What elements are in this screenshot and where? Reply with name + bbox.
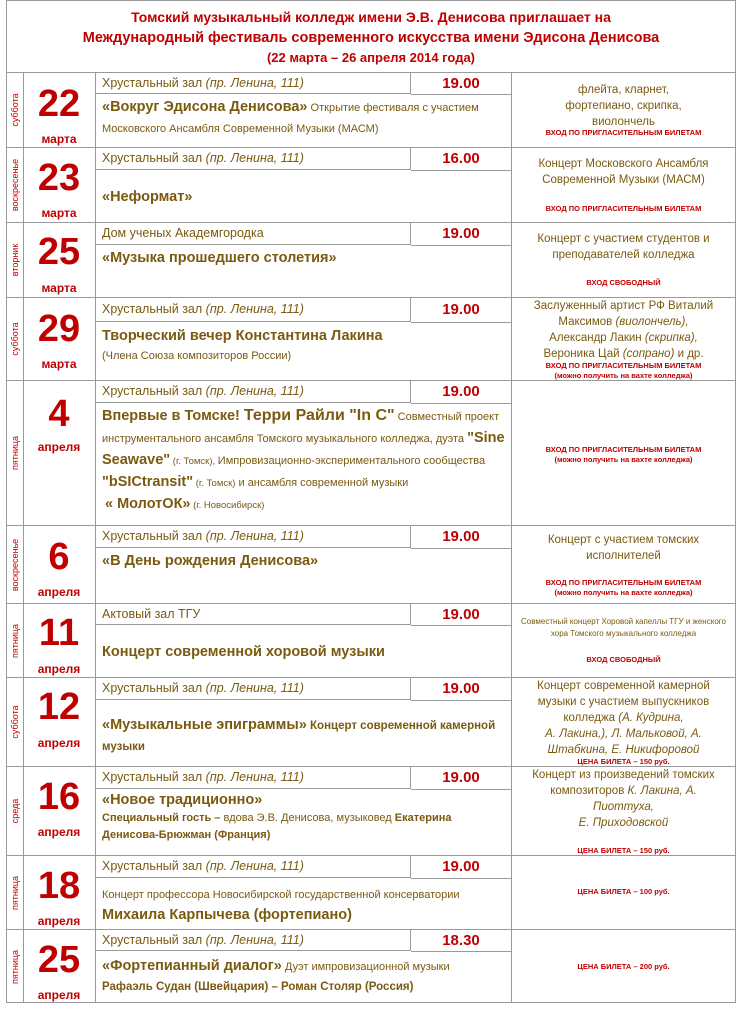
weekday-cell — [6, 856, 24, 929]
event-desc: Импровизационно-экспериментального сообщества — [217, 455, 486, 467]
venue — [95, 73, 411, 94]
venue-address: (пр. Ленина, 111) — [205, 933, 304, 947]
event-title: Творческий вечер Константина Лакина — [102, 328, 383, 344]
event-desc: Концерт профессора Новосибирской государственной консерватории — [102, 889, 460, 901]
day-number: 11 — [38, 612, 80, 654]
note-line: Концерт из произведений томских — [532, 769, 715, 781]
event-title: «Музыка прошедшего столетия» — [102, 250, 337, 266]
event-desc: (Члена Союза композиторов России) — [102, 350, 292, 362]
venue: Актовый зал ТГУ — [95, 604, 411, 625]
note-text: Совместный концерт Хоровой капеллы ТГУ и женского хора Томского музыкального колледжа — [521, 617, 726, 638]
month: апреля — [37, 914, 81, 928]
venue — [95, 381, 411, 403]
note-line — [512, 726, 735, 742]
day-number: 25 — [37, 231, 81, 273]
entry-info: ВХОД ПО ПРИГЛАСИТЕЛЬНЫМ БИЛЕТАМ — [545, 204, 702, 213]
note-line — [512, 330, 735, 346]
event-description — [102, 885, 507, 925]
note-line — [512, 314, 735, 330]
event-row — [6, 929, 736, 1003]
event-row — [6, 855, 736, 929]
ticket-price: ЦЕНА БИЛЕТА – 150 руб. — [577, 846, 670, 855]
entry-info: ВХОД ПО ПРИГЛАСИТЕЛЬНЫМ БИЛЕТАМ — [545, 361, 702, 370]
event-row — [6, 147, 736, 222]
weekday: суббота — [9, 705, 20, 739]
instrument: (скрипка), — [644, 332, 698, 344]
event-title: Михаила Карпычева (фортепиано) — [102, 907, 352, 923]
weekday: воскресенье — [9, 158, 20, 212]
event-description — [102, 643, 507, 661]
event-time: 19.00 — [411, 73, 511, 95]
weekday-cell — [6, 298, 24, 380]
month: марта — [41, 132, 77, 146]
month: марта — [41, 206, 77, 220]
date-cell — [23, 604, 96, 677]
event-description — [102, 956, 507, 997]
venue-name: Хрустальный зал — [102, 302, 206, 316]
weekday: вторник — [9, 243, 20, 277]
event-info — [95, 856, 512, 929]
ensemble-location: (г. Новосибирск) — [190, 500, 265, 511]
event-info — [95, 930, 512, 1003]
day-number: 18 — [37, 865, 81, 907]
date-cell — [23, 223, 96, 297]
note-line — [512, 783, 735, 799]
ticket-price: ЦЕНА БИЛЕТА – 200 руб. — [577, 962, 670, 971]
day-number: 25 — [37, 939, 81, 981]
venue-address: (пр. Ленина, 111) — [205, 770, 304, 784]
event-time: 19.00 — [411, 381, 511, 404]
venue-name: Хрустальный зал — [102, 384, 206, 398]
event-row — [6, 603, 736, 677]
month: апреля — [37, 736, 81, 750]
event-info — [95, 223, 512, 297]
performer: Максимов — [558, 316, 616, 328]
event-title: «Неформат» — [102, 189, 193, 205]
note-text: Концерт Московского Ансамбля Современной Музыки (МАСМ) — [538, 158, 709, 186]
month: марта — [41, 357, 77, 371]
venue — [95, 856, 411, 878]
day-number: 16 — [37, 776, 81, 818]
event-note — [512, 767, 735, 855]
venue-address: (пр. Ленина, 111) — [205, 151, 304, 165]
weekday-cell — [6, 73, 24, 147]
event-row — [6, 297, 736, 380]
venue-address: (пр. Ленина, 111) — [205, 302, 304, 316]
event-title: «Вокруг Эдисона Денисова» — [102, 99, 308, 115]
weekday-cell — [6, 526, 24, 603]
note-line — [512, 799, 735, 815]
bottom-border — [6, 1002, 736, 1003]
event-desc: и ансамбля современной музыки — [235, 477, 409, 489]
event-row — [6, 766, 736, 855]
event-description — [102, 249, 507, 267]
venue — [95, 678, 411, 700]
date-cell — [23, 767, 96, 855]
event-note — [512, 73, 735, 147]
poster-header — [6, 0, 736, 72]
weekday: суббота — [9, 93, 20, 127]
venue-name: Хрустальный зал — [102, 770, 206, 784]
note-names: Е. Приходовской — [578, 817, 669, 829]
event-title-intro: Впервые в Томске! — [102, 408, 244, 424]
venue — [95, 930, 411, 951]
composers-note — [512, 767, 735, 831]
event-time: 19.00 — [411, 856, 511, 879]
event-description — [102, 188, 507, 206]
note-line: Концерт современной камерной — [537, 680, 710, 692]
date-cell — [23, 148, 96, 222]
event-title: «Фортепианный диалог» — [102, 958, 282, 974]
event-description — [102, 791, 507, 844]
month: апреля — [37, 585, 81, 599]
weekday-cell — [6, 223, 24, 297]
weekday-cell — [6, 604, 24, 677]
entry-info: ВХОД СВОБОДНЫЙ — [586, 278, 661, 287]
event-time: 19.00 — [411, 604, 511, 626]
weekday-cell — [6, 148, 24, 222]
weekday: пятница — [9, 435, 20, 471]
ticket-price: ЦЕНА БИЛЕТА – 150 руб. — [577, 757, 670, 766]
event-row — [6, 525, 736, 603]
event-desc: Дуэт импровизационной музыки — [281, 961, 450, 973]
note-names: (А. Кудрина, — [618, 712, 684, 724]
note-names: А. Лакина,), Л. Мальковой, А. — [545, 728, 702, 740]
date-cell — [23, 930, 96, 1003]
header-line-2: Международный фестиваль современного искусства имени Эдисона Денисова — [82, 30, 660, 46]
venue-name: Хрустальный зал — [102, 859, 206, 873]
event-desc: Концерт современной камерной музыки — [102, 720, 496, 753]
entry-info: ВХОД ПО ПРИГЛАСИТЕЛЬНЫМ БИЛЕТАМ — [545, 445, 702, 454]
event-title: «Новое традиционно» — [102, 792, 263, 808]
entry-info: ВХОД СВОБОДНЫЙ — [586, 655, 661, 664]
guest-label: Специальный гость – — [102, 812, 224, 824]
event-description — [102, 405, 507, 516]
day-number: 22 — [37, 83, 81, 125]
event-info — [95, 526, 512, 603]
performers: Рафаэль Судан (Швейцария) – Роман Столяр (Россия) — [102, 981, 414, 993]
venue — [95, 767, 411, 789]
entry-info: ВХОД ПО ПРИГЛАСИТЕЛЬНЫМ БИЛЕТАМ — [545, 578, 702, 587]
weekday: пятница — [9, 623, 20, 658]
venue-name: Хрустальный зал — [102, 151, 206, 165]
weekday-cell — [6, 767, 24, 855]
day-number: 12 — [37, 686, 81, 728]
venue — [95, 148, 411, 170]
note-line — [512, 710, 735, 726]
event-title: «Музыкальные эпиграммы» — [102, 717, 307, 733]
date-cell — [23, 526, 96, 603]
venue-name: Хрустальный зал — [102, 933, 206, 947]
event-info — [95, 767, 512, 855]
month: апреля — [37, 662, 81, 676]
event-time: 18.30 — [411, 930, 511, 952]
date-cell — [23, 381, 96, 525]
note-text: Концерт с участием студентов и преподавателей колледжа — [537, 233, 710, 261]
venue-address: (пр. Ленина, 111) — [205, 529, 304, 543]
guest-name: Екатерина Денисова-Брюжман (Франция) — [102, 812, 452, 841]
weekday: суббота — [9, 322, 20, 356]
note-line — [512, 346, 735, 362]
note-suffix: и др. — [674, 348, 704, 360]
weekday: воскресенье — [9, 538, 20, 591]
event-desc: Совместный проект инструментального ансамбля Томского музыкального колледжа, дуэта — [102, 411, 500, 445]
weekday-cell — [6, 930, 24, 1003]
event-description — [102, 97, 507, 139]
date-cell — [23, 678, 96, 766]
event-note — [512, 148, 735, 222]
event-description — [102, 552, 507, 570]
date-cell — [23, 856, 96, 929]
event-row — [6, 380, 736, 525]
event-time: 19.00 — [411, 223, 511, 246]
performers-note — [512, 678, 735, 758]
note-part: колледжа — [563, 712, 619, 724]
entry-info: ВХОД ПО ПРИГЛАСИТЕЛЬНЫМ БИЛЕТАМ — [545, 128, 702, 137]
day-number: 6 — [48, 536, 70, 578]
event-note — [512, 381, 735, 525]
ensemble-location: (г. Томск) — [193, 478, 236, 489]
month: марта — [41, 281, 77, 295]
event-note — [512, 856, 735, 929]
event-note — [512, 298, 735, 380]
entry-info-detail: (можно получить на вахте колледжа) — [554, 371, 693, 380]
event-note — [512, 930, 735, 1003]
event-desc: Открытие фестиваля с участием Московского Ансамбля Современной Музыки (МАСМ) — [102, 102, 479, 135]
ensemble-name: "Sine Seawave" — [102, 430, 505, 468]
event-description — [102, 715, 507, 757]
event-title: Концерт современной хоровой музыки — [102, 644, 385, 660]
venue-name: Хрустальный зал — [102, 529, 206, 543]
event-note — [512, 604, 735, 677]
ensemble-location: (г. Томск), — [170, 456, 218, 467]
event-note — [512, 678, 735, 766]
note-line: музыки с участием выпускников — [537, 696, 710, 708]
event-time: 16.00 — [411, 148, 511, 171]
note-line: Заслуженный артист РФ Виталий — [533, 300, 714, 312]
event-time: 19.00 — [411, 767, 511, 790]
venue — [95, 298, 411, 322]
day-number: 4 — [48, 393, 70, 435]
event-note — [512, 223, 735, 297]
note-names: К. Лакина, А. — [627, 785, 697, 797]
date-cell — [23, 73, 96, 147]
event-time: 19.00 — [411, 678, 511, 701]
entry-info-detail: (можно получить на вахте колледжа) — [554, 588, 693, 597]
ensemble-name: "bSICtransit" — [102, 474, 194, 490]
ensemble-name: « МолотОК» — [105, 496, 191, 512]
event-info — [95, 298, 512, 380]
instrument: (сопрано) — [622, 348, 675, 360]
venue-name: Хрустальный зал — [102, 76, 206, 90]
performers-note — [512, 298, 735, 362]
entry-info-detail: (можно получить на вахте колледжа) — [554, 455, 693, 464]
date-cell — [23, 298, 96, 380]
event-row — [6, 72, 736, 147]
event-info — [95, 678, 512, 766]
venue-address: (пр. Ленина, 111) — [205, 76, 304, 90]
venue-name: Хрустальный зал — [102, 681, 206, 695]
venue-address: (пр. Ленина, 111) — [205, 859, 304, 873]
event-info — [95, 148, 512, 222]
event-info — [95, 381, 512, 525]
day-number: 23 — [37, 157, 81, 199]
header-line-1: Томский музыкальный колледж имени Э.В. Денисова приглашает на — [131, 9, 611, 25]
month: апреля — [37, 825, 81, 839]
note-line — [512, 742, 735, 758]
note-names: Штабкина, Е. Никифоровой — [547, 744, 700, 756]
weekday: пятница — [9, 949, 20, 984]
weekday: пятница — [9, 875, 20, 910]
event-time: 19.00 — [411, 526, 511, 549]
note-text: Концерт с участием томских исполнителей — [547, 534, 700, 562]
event-row — [6, 677, 736, 766]
note-text: флейта, кларнет, фортепиано, скрипка, виолончель — [565, 84, 682, 128]
venue — [95, 526, 411, 548]
event-row — [6, 222, 736, 297]
event-description — [102, 326, 507, 366]
performer: Александр Лакин — [549, 332, 645, 344]
note-names: Пиоттуха, — [593, 801, 654, 813]
venue-address: (пр. Ленина, 111) — [205, 681, 304, 695]
event-title: «В День рождения Денисова» — [102, 553, 319, 569]
performer: Вероника Цай — [543, 348, 623, 360]
event-info — [95, 604, 512, 677]
ticket-price: ЦЕНА БИЛЕТА – 100 руб. — [577, 887, 670, 896]
event-note — [512, 526, 735, 603]
day-number: 29 — [37, 308, 81, 350]
guest-role: вдова Э.В. Денисова, музыковед — [223, 812, 395, 824]
special-guest — [102, 810, 507, 844]
month: апреля — [37, 988, 81, 1002]
venue-address: (пр. Ленина, 111) — [205, 384, 304, 398]
note-part: композиторов — [550, 785, 628, 797]
event-title: Терри Райли "In C" — [243, 407, 395, 424]
month: апреля — [37, 440, 81, 454]
header-dates: (22 марта – 26 апреля 2014 года) — [266, 50, 476, 65]
instrument: (виолончель), — [615, 316, 689, 328]
event-time: 19.00 — [411, 298, 511, 323]
venue: Дом ученых Академгородка — [95, 223, 411, 245]
weekday-cell — [6, 381, 24, 525]
weekday-cell — [6, 678, 24, 766]
note-line — [512, 815, 735, 831]
event-info — [95, 73, 512, 147]
weekday: среда — [9, 798, 20, 824]
